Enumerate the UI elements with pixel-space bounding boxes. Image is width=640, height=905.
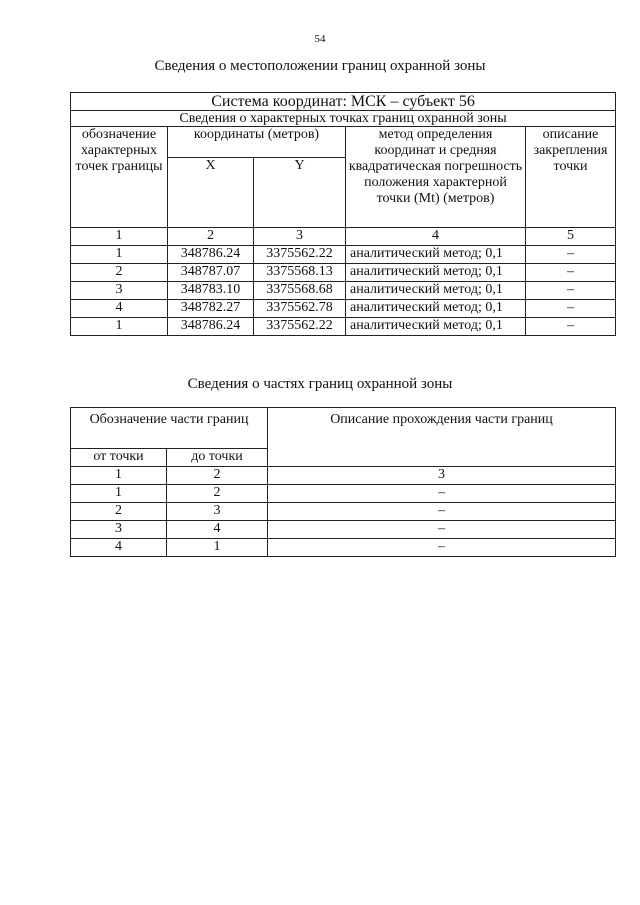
col-number: 1 xyxy=(71,228,168,246)
coord-y: 3375562.78 xyxy=(254,300,346,318)
table-row xyxy=(71,246,616,264)
col-number: 3 xyxy=(254,228,346,246)
table-row xyxy=(71,539,616,557)
method-cell: аналитический метод; 0,1 xyxy=(346,300,526,318)
points-subtitle: Сведения о характерных точках границ охранной зоны xyxy=(71,111,616,127)
header-part-designation: Обозначение части границ xyxy=(71,408,268,449)
point-id: 4 xyxy=(71,300,168,318)
points-table xyxy=(70,92,616,336)
col-number: 1 xyxy=(71,467,167,485)
header-description: описание закрепления точки xyxy=(526,127,616,228)
page-number: 54 xyxy=(314,33,326,45)
table-row xyxy=(71,503,616,521)
to-point: 4 xyxy=(167,521,268,539)
section2-title: Сведения о частях границ охранной зоны xyxy=(187,376,453,392)
parts-table xyxy=(70,407,616,557)
from-point: 4 xyxy=(71,539,167,557)
desc-cell: – xyxy=(526,282,616,300)
table-row xyxy=(71,282,616,300)
table-row xyxy=(71,264,616,282)
col-number: 3 xyxy=(268,467,616,485)
desc-cell: – xyxy=(526,264,616,282)
table-row xyxy=(71,300,616,318)
header-x: X xyxy=(168,158,254,228)
header-method: метод определения координат и средняя квадратическая погрешность положения характерной точки (Mt) (метров) xyxy=(346,127,526,228)
part-desc: – xyxy=(268,521,616,539)
table-row xyxy=(71,485,616,503)
method-cell: аналитический метод; 0,1 xyxy=(346,282,526,300)
method-cell: аналитический метод; 0,1 xyxy=(346,246,526,264)
desc-cell: – xyxy=(526,300,616,318)
section1-title: Сведения о местоположении границ охранной зоны xyxy=(154,58,486,74)
part-desc: – xyxy=(268,503,616,521)
desc-cell: – xyxy=(526,246,616,264)
coord-x: 348786.24 xyxy=(168,246,254,264)
from-point: 3 xyxy=(71,521,167,539)
coord-y: 3375568.68 xyxy=(254,282,346,300)
coord-x: 348787.07 xyxy=(168,264,254,282)
part-desc: – xyxy=(268,539,616,557)
to-point: 3 xyxy=(167,503,268,521)
coord-y: 3375562.22 xyxy=(254,318,346,336)
method-cell: аналитический метод; 0,1 xyxy=(346,318,526,336)
column-numbers-row xyxy=(71,228,616,246)
column-numbers-row xyxy=(71,467,616,485)
method-cell: аналитический метод; 0,1 xyxy=(346,264,526,282)
from-point: 2 xyxy=(71,503,167,521)
coord-x: 348786.24 xyxy=(168,318,254,336)
col-number: 5 xyxy=(526,228,616,246)
coord-y: 3375562.22 xyxy=(254,246,346,264)
col-number: 2 xyxy=(167,467,268,485)
header-from-point: от точки xyxy=(71,449,167,467)
header-coordinates: координаты (метров) xyxy=(168,127,346,158)
coordinate-system: Система координат: МСК – субъект 56 xyxy=(71,93,616,111)
header-to-point: до точки xyxy=(167,449,268,467)
table-row xyxy=(71,521,616,539)
from-point: 1 xyxy=(71,485,167,503)
part-desc: – xyxy=(268,485,616,503)
desc-cell: – xyxy=(526,318,616,336)
point-id: 1 xyxy=(71,318,168,336)
header-point-designation: обозначение характерных точек границы xyxy=(71,127,168,228)
point-id: 3 xyxy=(71,282,168,300)
point-id: 2 xyxy=(71,264,168,282)
header-y: Y xyxy=(254,158,346,228)
point-id: 1 xyxy=(71,246,168,264)
coord-y: 3375568.13 xyxy=(254,264,346,282)
coord-x: 348782.27 xyxy=(168,300,254,318)
table-row xyxy=(71,318,616,336)
to-point: 1 xyxy=(167,539,268,557)
col-number: 4 xyxy=(346,228,526,246)
to-point: 2 xyxy=(167,485,268,503)
header-part-description: Описание прохождения части границ xyxy=(268,408,616,467)
col-number: 2 xyxy=(168,228,254,246)
coord-x: 348783.10 xyxy=(168,282,254,300)
